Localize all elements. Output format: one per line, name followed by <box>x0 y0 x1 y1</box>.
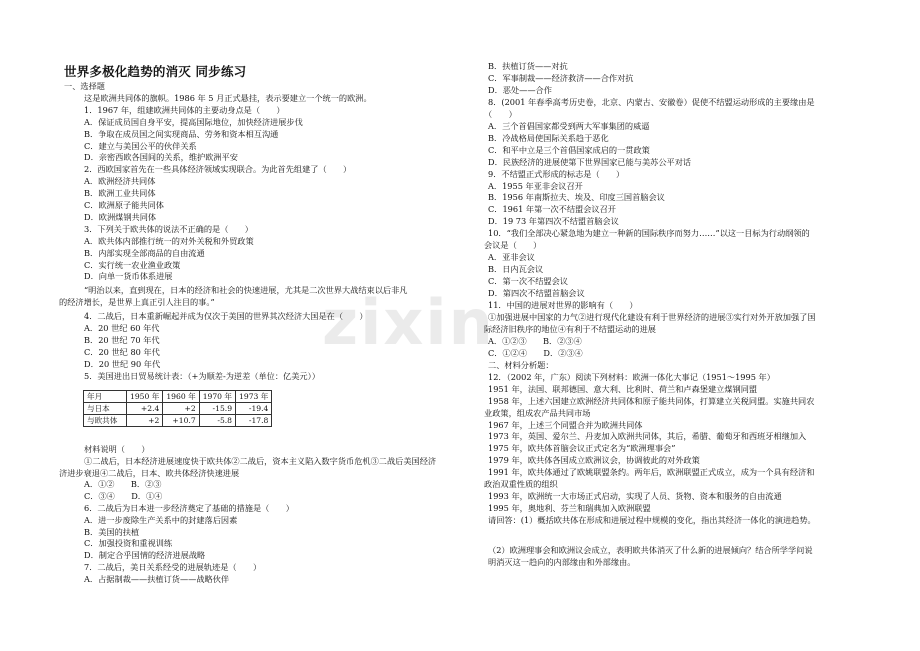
table-header-cell: 1973 年 <box>236 391 272 403</box>
text-line: 1967 年，上述三个同盟合并为欧洲共同体 <box>488 419 643 430</box>
text-line: D．第四次不结盟首脑会议 <box>488 288 585 299</box>
text-line: D．20 世纪 90 年代 <box>84 358 161 369</box>
text-line: 明消灭这一趋向的内部缘由和外部缘由。 <box>488 556 636 567</box>
table-cell: -15.9 <box>199 403 235 415</box>
text-line: 这是欧洲共同体的旗帜。1986 年 5 月正式悬挂，表示要建立一个统一的欧洲。 <box>84 92 372 103</box>
table-header-cell: 年月 <box>84 391 127 403</box>
text-line: ①加强进展中国家的力气②进行现代化建设有利于世界经济的进展③实行对外开放加强了国 <box>488 311 816 322</box>
watermark: zixin <box>322 286 495 359</box>
text-line: A．占据制裁——扶植订货——战略伙伴 <box>84 573 230 584</box>
text-line: C．和平中立是三个首倡国家成启的一贯政策 <box>488 144 650 155</box>
text-line: 2．西欧国家首先在一些具体经济领域实现联合。为此首先组建了（ ） <box>84 164 352 175</box>
text-line: C．20 世纪 80 年代 <box>84 346 160 357</box>
trade-table <box>83 390 272 427</box>
text-line: B．欧洲工业共同体 <box>84 188 156 199</box>
text-line: A．进一步废除生产关系中的封建落后因素 <box>84 514 238 525</box>
text-line: D．制定合乎国情的经济进展战略 <box>84 550 206 561</box>
text-line: 会议是（ ） <box>484 240 542 251</box>
text-line: 际经济旧秩序的地位④有利于不结盟运动的进展 <box>484 323 656 334</box>
text-line: 12．（2002 年，广东）阅读下列材料：欧洲一体化大事记（1951～1995 年） <box>488 371 775 382</box>
text-line: B．日内瓦会议 <box>488 264 544 275</box>
text-line: C．第一次不结盟会议 <box>488 276 568 287</box>
text-line: A．1955 年亚非会议召开 <box>488 180 583 191</box>
text-line: 6．二战后为日本进一步经济奠定了基础的措施是（ ） <box>84 503 294 513</box>
text-line: 1951 年，法国、联邦德国、意大利、比利时、荷兰和卢森堡建立煤钢同盟 <box>488 383 758 394</box>
text-line: 材料说明（ ） <box>84 444 150 454</box>
text-line: 1993 年，欧洲统一大市场正式启动，实现了人员、货物、资本和服务的自由流通 <box>488 491 782 502</box>
text-line: A．亚非会议 <box>488 252 535 263</box>
text-line: 1995 年，奥地利、芬兰和瑞典加入欧洲联盟 <box>488 503 651 514</box>
text-line: 1975 年，欧共体首脑会议正式定名为“欧洲理事会” <box>488 443 676 454</box>
text-line: C．军事制裁——经济救济——合作对抗 <box>488 72 634 83</box>
text-line: C．③④ D．①④ <box>84 491 163 502</box>
table-cell: 与日本 <box>84 403 127 415</box>
text-line: 8．(2001 年春季高考历史卷，北京、内蒙古、安徽卷）促使不结盟运动形成的主要缘由是 <box>488 96 815 107</box>
text-line: 9．不结盟正式形成的标志是（ ） <box>488 168 625 179</box>
text-line: C．1961 年第一次不结盟会议召开 <box>488 204 616 215</box>
table-cell: -17.8 <box>236 415 272 427</box>
text-line: B．内部实现全部商品的自由流通 <box>84 247 205 258</box>
text-line: A．欧共体内部推行统一的对外关税和外贸政策 <box>84 235 254 246</box>
text-line: D．向单一货币体系进展 <box>84 271 173 282</box>
table-header-row <box>84 391 272 403</box>
text-line: A．①②③ B．②③④ <box>488 335 582 346</box>
text-line: A．三个首倡国家都受到两大军事集团的威逼 <box>488 120 650 131</box>
text-line: B．争取在成员国之间实现商品、劳务和资本相互沟通 <box>84 128 279 139</box>
text-line: D．民族经济的进展使第下世界国家已能与美苏公平对话 <box>488 156 692 167</box>
text-line: B．20 世纪 70 年代 <box>84 334 160 345</box>
table-header-cell: 1960 年 <box>163 391 199 403</box>
text-line: 5．美国进出日贸易统计表：（+为顺差-为逆差（单位：亿美元）） <box>84 370 320 381</box>
text-line: 业政策，组成农产品共同市场 <box>484 407 591 418</box>
text-line: C．实行统一农业渔业政策 <box>84 259 181 270</box>
text-line: 1．1967 年，组建欧洲共同体的主要动身点是（ ） <box>84 104 285 115</box>
text-line: 3．下列关于欧共体的说法不正确的是（ ） <box>84 223 253 234</box>
table-cell: -5.8 <box>199 415 235 427</box>
text-line: 10．“我们全部决心紧急地为建立一种新的国际秩序而努力……”以这一目标为行动纲领的 <box>488 228 810 239</box>
text-line: D．亲密西欧各国间的关系，维护欧洲平安 <box>84 152 238 163</box>
text-line: C．①②④ D．②③④ <box>488 347 583 358</box>
text-line: 1958 年，上述六国建立欧洲经济共同体和原子能共同体，打算建立关税同盟。实施共同农 <box>488 395 815 406</box>
text-line: B．美国的扶植 <box>84 526 140 537</box>
text-line: A．20 世纪 60 年代 <box>84 323 160 333</box>
text-line: D．19 73 年第四次不结盟首脑会议 <box>488 216 619 227</box>
text-line: 济进步衰退④二战后，日本、欧共体经济快速进展 <box>59 467 240 478</box>
text-line: 二、材料分析题： <box>488 359 554 370</box>
text-line: C．欧洲原子能共同体 <box>84 200 164 210</box>
text-line: D．欧洲煤钢共同体 <box>84 211 157 222</box>
table-cell: +2 <box>163 403 199 415</box>
text-line: 1991 年，欧共体通过了欧姚联盟条约。两年后，欧洲联盟正式成立，成为一个具有经济和 <box>488 467 815 478</box>
table-row <box>84 415 272 427</box>
text-line: 1979 年，欧共体各国成立欧洲议会，协调彼此的对外政策 <box>488 455 700 466</box>
text-line: 11．中国的进展对世界的影响有（ ） <box>488 300 638 310</box>
table-cell: 与欧共体 <box>84 415 127 427</box>
text-line: 1973 年，英国、爱尔兰、丹麦加入欧洲共同体，其后，希腊、葡萄牙和西班牙相继加入 <box>488 431 807 442</box>
text-line: B．1956 年南斯拉夫、埃及、印度三国首脑会议 <box>488 192 665 203</box>
text-line: 4．二战后，日本重新崛起并成为仅次于美国的世界其次经济大国是在（ ） <box>84 311 368 322</box>
text-line: A．①② B．②③ <box>84 479 162 490</box>
text-line: 一、选择题 <box>64 81 105 91</box>
table-cell: +10.7 <box>163 415 199 427</box>
text-line: B．冷战格局使国际关系趋于恶化 <box>488 132 609 143</box>
text-line: “明治以来，直到现在，日本的经济和社会的快速进展，尤其是二次世界大战结束以后非凡 <box>84 285 408 296</box>
table-cell: +2.4 <box>127 403 163 415</box>
text-line: （ ） <box>484 108 517 119</box>
text-line: A．保证成员国自身平安，提高国际地位，加快经济进展步伐 <box>84 116 303 127</box>
text-line: 7．二战后，美日关系经受的进展轨迹是（ ） <box>84 562 262 572</box>
text-line: 的经济增长，是世界上真正引人注目的事。” <box>59 297 215 308</box>
text-line: ①二战后，日本经济进展速度快于欧共体②二战后，资本主义陷入数字货币危机③二战后美国经济 <box>84 455 437 466</box>
text-line: B．扶植订货——对抗 <box>488 61 568 71</box>
table-row <box>84 403 272 415</box>
text-line: 政治双重性质的组织 <box>484 479 558 490</box>
table-header-cell: 1950 年 <box>127 391 163 403</box>
text-line: A．欧洲经济共同体 <box>84 176 156 187</box>
table-cell: -19.4 <box>236 403 272 415</box>
text-line: 请回答：(1）概括欧共体在形成和进展过程中规模的变化，指出其经济一体化的演进趋势。 <box>488 515 816 526</box>
text-line: （2）欧洲理事会和欧洲议会成立，表明欧共体消灭了什么新的进展倾向？结合所学学问说 <box>488 545 813 555</box>
text-line: C．加强投资和重视训练 <box>84 538 173 549</box>
table-header-cell: 1970 年 <box>199 391 235 403</box>
text-line: C．建立与美国公平的伙伴关系 <box>84 140 197 151</box>
table-cell: +2 <box>127 415 163 427</box>
page-title: 世界多极化趋势的消灭 同步练习 <box>64 64 247 79</box>
text-line: D．恶处——合作 <box>488 84 552 95</box>
